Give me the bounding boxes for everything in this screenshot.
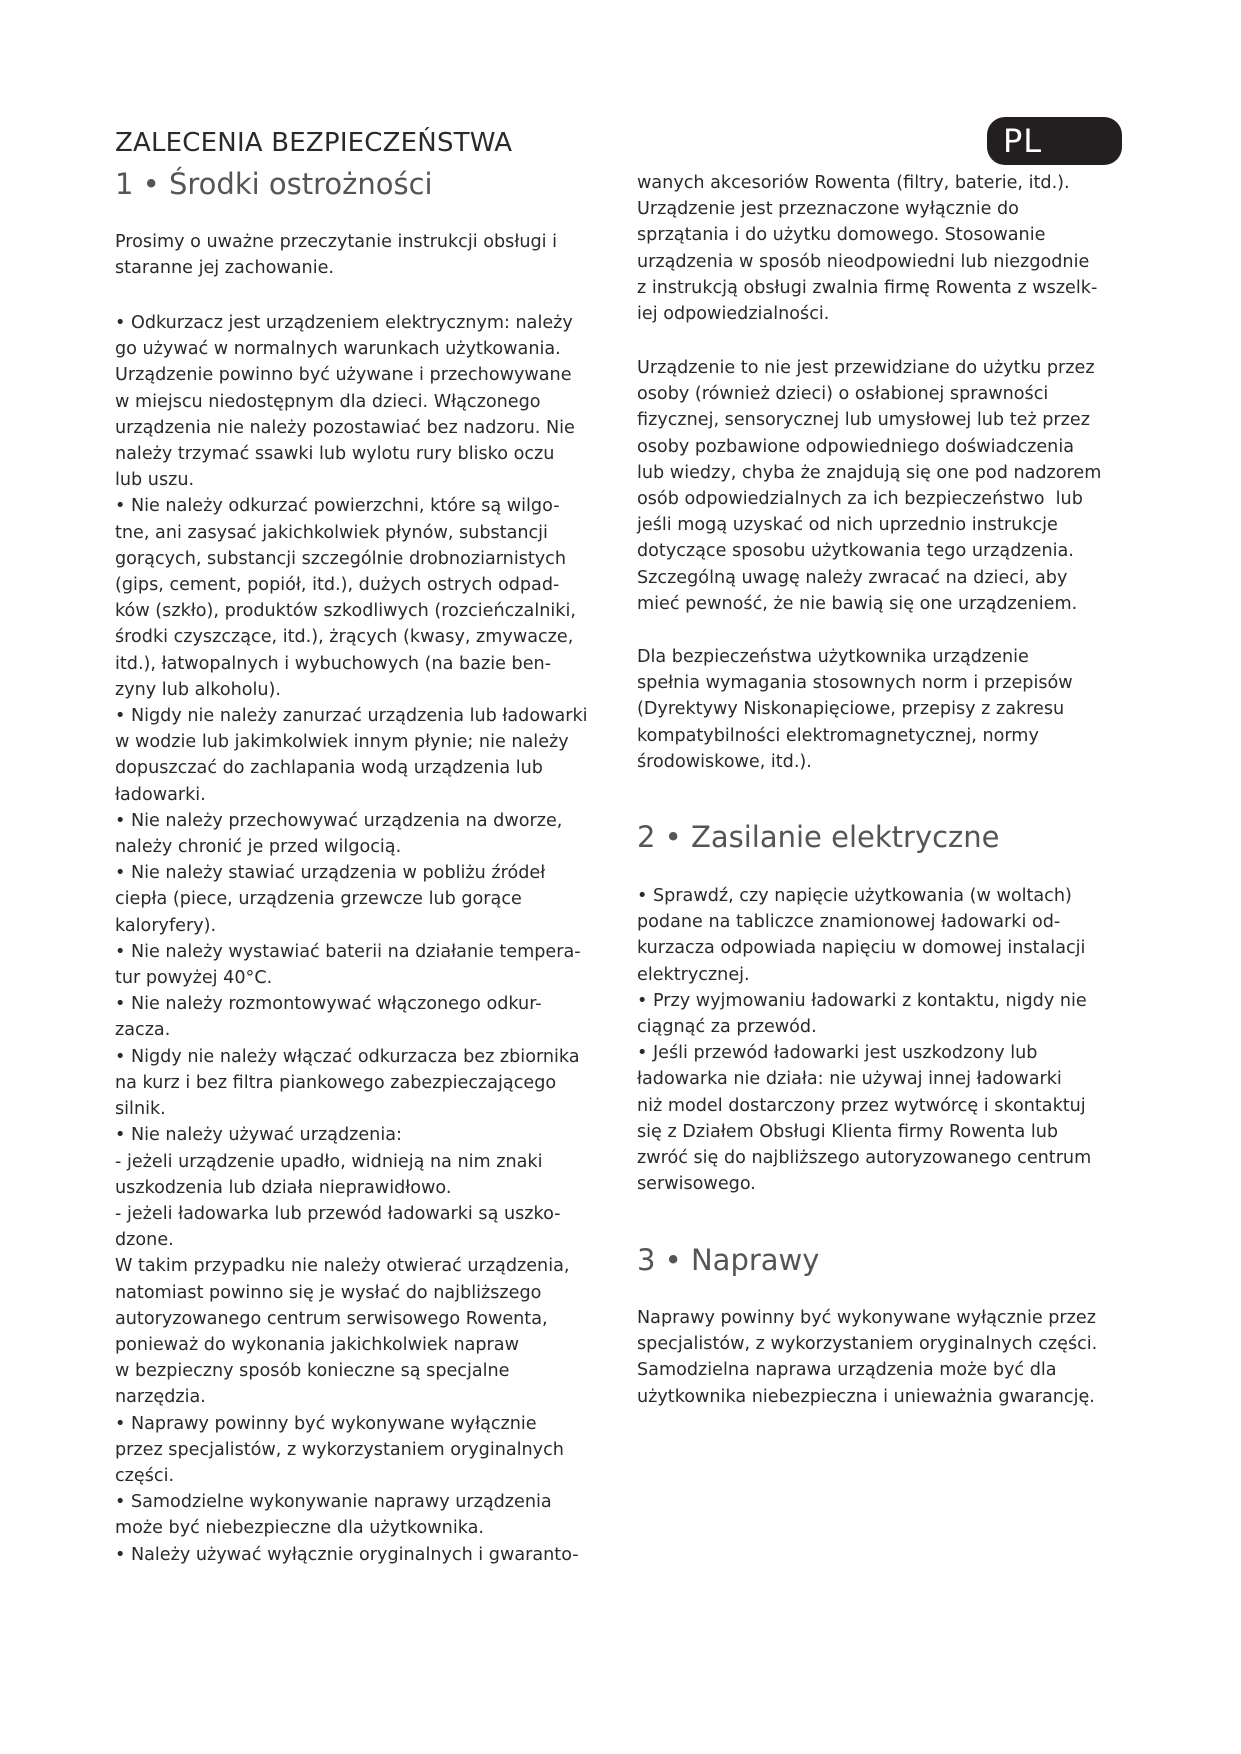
section-3-heading: 3 • Naprawy [637,1243,820,1277]
section-2-body: • Sprawdź, czy napięcie użytkowania (w woltach) podane na tabliczce znamionowej ładowarki od- kurzacza odpowiada napięciu w domowej instalacji elektrycznej. • Przy wyjmowaniu ładowarki z kontaktu, nigdy nie ciągnąć za przewód. • Jeśli przewód ładowarki jest uszkodzony lub ładowarka nie działa: nie używaj innej ładowarki niż model dostarczony przez wytwórcę i skontaktuj się z Działem Obsługi Klienta firmy Rowenta lub zwróć się do najbliższego autoryzowanego centrum serwisowego. [637,886,1092,1195]
section-1-body-right-continuation: wanych akcesoriów Rowenta (filtry, baterie, itd.). Urządzenie jest przeznaczone wyłącznie do sprzątania i do użytku domowego. Stosowanie urządzenia w sposób nieodpowiedni lub niezgodnie z instrukcją obsługi zwalnia firmę Rowenta z wszelk- iej odpowiedzialności. [637,173,1098,325]
section-1-heading: 1 • Środki ostrożności [115,167,433,201]
section-2-heading: 2 • Zasilanie elektryczne [637,820,1000,854]
section-1-intro: Prosimy o uważne przeczytanie instrukcji obsługi i staranne jej zachowanie. [115,232,558,279]
section-1-body-left: • Odkurzacz jest urządzeniem elektrycznym: należy go używać w normalnych warunkach użytkowania. Urządzenie powinno być używane i przechowywane w miejscu niedostępnym dla dzieci. Włączonego urządzenia nie należy pozostawiać bez nadzoru. Nie należy trzymać ssawki lub wylotu rury blisko oczu lub uszu. • Nie należy odkurzać powierzchni, które są wilgo- tne, ani zasysać jakichkolwiek płynów, substancji gorących, substancji szczególnie drobnoziarnistych (gips, cement, popiół, itd.), dużych ostrych odpad- ków (szkło), produktów szkodliwych (rozcieńczalniki, środki czyszczące, itd.), żrących (kwasy, zmywacze, itd.), łatwopalnych i wybuchowych (na bazie ben- zyny lub alkoholu). • Nigdy nie należy zanurzać urządzenia lub ładowarki w wodzie lub jakimkolwiek innym płynie; nie należy dopuszczać do zachlapania wodą urządzenia lub ładowarki. • Nie należy przechowywać urządzenia na dworze, należy chronić je przed wilgocią. • Nie należy stawiać urządzenia w pobliżu źródeł ciepła (piece, urządzenia grzewcze lub gorące kaloryfery). • Nie należy wystawiać baterii na działanie tempera- tur powyżej 40°C. • Nie należy rozmontowywać włączonego odkur- zacza. • Nigdy nie należy włączać odkurzacza bez zbiornika na kurz i bez filtra piankowego zabezpieczającego silnik. • Nie należy używać urządzenia: - jeżeli urządzenie upadło, widnieją na nim znaki uszkodzenia lub działa nieprawidłowo. - jeżeli ładowarka lub przewód ładowarki są uszko- dzone. W takim przypadku nie należy otwierać urządzenia, natomiast powinno się je wysłać do najbliższego autoryzowanego centrum serwisowego Rowenta, ponieważ do wykonania jakichkolwiek napraw w bezpieczny sposób konieczne są specjalne narzędzia. • Naprawy powinny być wykonywane wyłącznie przez specjalistów, z wykorzystaniem oryginalnych części. • Samodzielne wykonywanie naprawy urządzenia może być niebezpieczne dla użytkownika. • Należy używać wyłącznie oryginalnych i gwaranto- [115,313,588,1565]
section-1-body-right-paragraph: Urządzenie to nie jest przewidziane do użytku przez osoby (również dzieci) o osłabionej sprawności fizycznej, sensorycznej lub umysłowej lub też przez osoby pozbawione odpowiedniego doświadczenia lub wiedzy, chyba że znajdują się one pod nadzorem osób odpowiedzialnych za ich bezpieczeństwo lub jeśli mogą uzyskać od nich uprzednio instrukcje dotyczące sposobu użytkowania tego urządzenia. Szczególną uwagę należy zwracać na dzieci, aby mieć pewność, że nie bawią się one urządzeniem. [637,358,1102,614]
section-3-body: Naprawy powinny być wykonywane wyłącznie przez specjalistów, z wykorzystaniem oryginalnych części. Samodzielna naprawa urządzenia może być dla użytkownika niebezpieczna i unieważnia gwarancję. [637,1308,1098,1407]
language-badge: PL [987,117,1122,165]
document-title: ZALECENIA BEZPIECZEŃSTWA [115,128,513,158]
section-1-body-right-standards: Dla bezpieczeństwa użytkownika urządzenie spełnia wymagania stosownych norm i przepisów (Dyrektywy Niskonapięciowe, przepisy z zakresu kompatybilności elektromagnetycznej, normy środowiskowe, itd.). [637,647,1073,772]
